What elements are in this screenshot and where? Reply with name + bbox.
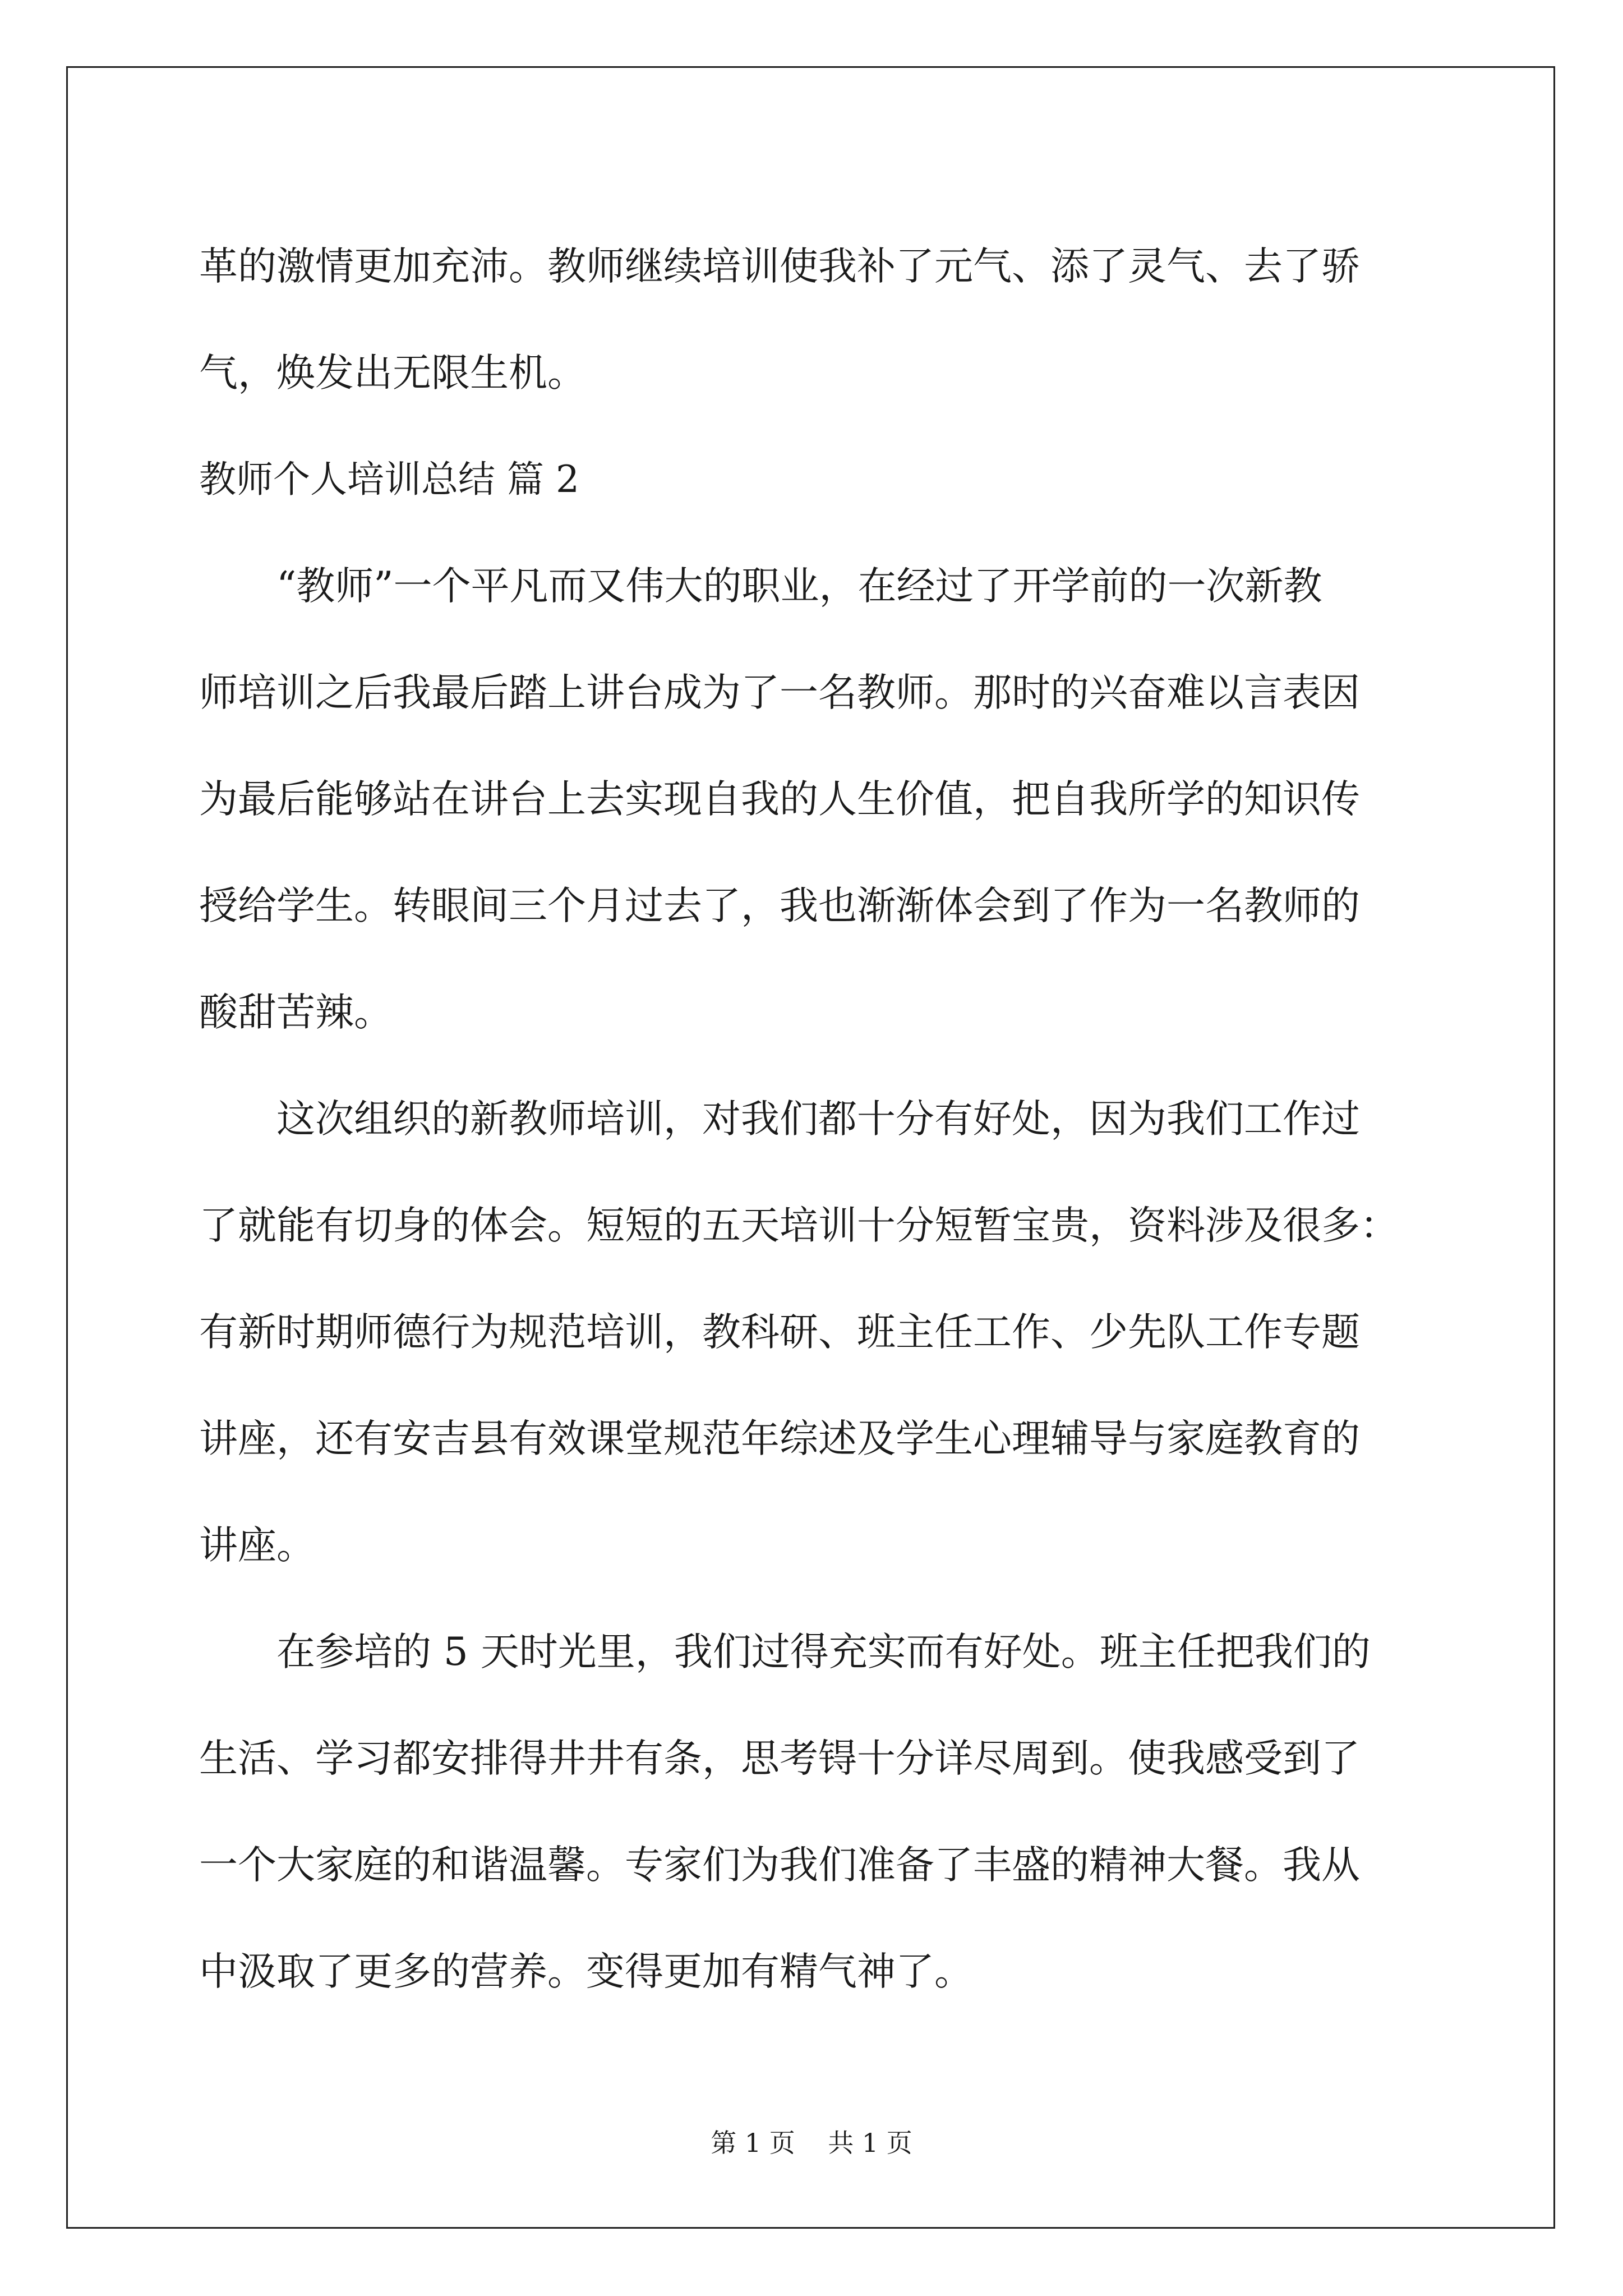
text-line: 中汲取了更多的营养。变得更加有精气神了。 xyxy=(199,1949,973,1994)
continued-paragraph xyxy=(199,213,1433,426)
text-line: 授给学生。转眼间三个月过去了，我也渐渐体会到了作为一名教师的 xyxy=(199,884,1360,928)
text-line: 酸甜苦辣。 xyxy=(199,990,393,1035)
text-line: 在参培的 5 天时光里，我们过得充实而有好处。班主任把我们的 xyxy=(276,1630,1371,1674)
text-line: 了就能有切身的体会。短短的五天培训十分短暂宝贵，资料涉及很多： xyxy=(199,1203,1399,1248)
text-line: 一个大家庭的和谐温馨。专家们为我们准备了丰盛的精神大餐。我从 xyxy=(199,1843,1360,1888)
section-heading: 教师个人培训总结 篇 2 xyxy=(199,458,579,501)
text-line: 有新时期师德行为规范培训，教科研、班主任工作、少先队工作专题 xyxy=(199,1310,1360,1355)
text-line: “教师”一个平凡而又伟大的职业，在经过了开学前的一次新教 xyxy=(276,564,1322,609)
paragraph-2 xyxy=(199,1066,1433,1599)
text-line: 师培训之后我最后踏上讲台成为了一名教师。那时的兴奋难以言表因 xyxy=(199,670,1360,715)
text-line: 气，焕发出无限生机。 xyxy=(199,351,586,395)
text-line: 讲座，还有安吉县有效课堂规范年综述及学生心理辅导与家庭教育的 xyxy=(199,1416,1360,1461)
text-line: 生活、学习都安排得井井有条，思考锝十分详尽周到。使我感受到了 xyxy=(199,1736,1360,1781)
text-line: 革的激情更加充沛。教师继续培训使我补了元气、添了灵气、去了骄 xyxy=(199,244,1360,289)
text-line: 为最后能够站在讲台上去实现自我的人生价值，把自我所学的知识传 xyxy=(199,777,1360,822)
paragraph-3 xyxy=(199,1599,1433,2025)
text-line: 讲座。 xyxy=(199,1523,315,1568)
page-footer: 第 1 页 共 1 页 xyxy=(711,2128,912,2158)
text-line: 这次组织的新教师培训，对我们都十分有好处，因为我们工作过 xyxy=(276,1097,1360,1142)
paragraph-1 xyxy=(199,533,1433,1066)
document-body xyxy=(199,213,1433,2025)
